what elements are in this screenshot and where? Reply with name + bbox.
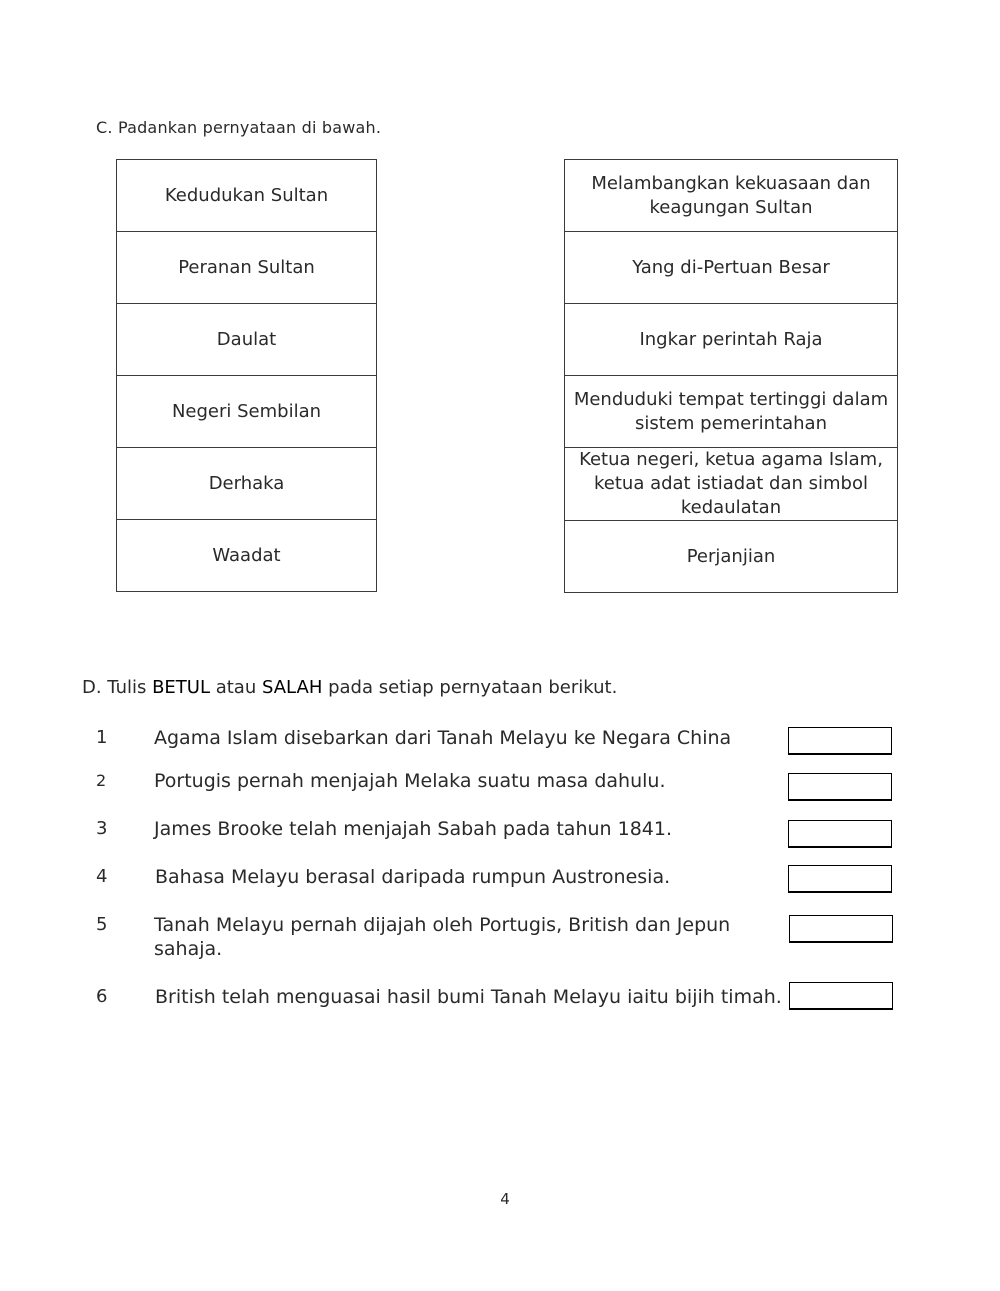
statement-text: James Brooke telah menjajah Sabah pada tahun 1841. — [154, 818, 673, 840]
keyword-salah: SALAH — [261, 677, 323, 698]
page-number: 4 — [500, 1190, 510, 1208]
answer-box-3[interactable] — [788, 820, 892, 848]
right-item[interactable]: Menduduki tempat tertinggi dalam sistem pemerintahan — [565, 376, 898, 448]
section-d-title-prefix: D. Tulis — [82, 677, 153, 698]
statement-number: 1 — [96, 727, 108, 748]
answer-box-1[interactable] — [788, 727, 892, 755]
right-item[interactable]: Ingkar perintah Raja — [565, 304, 898, 376]
left-item[interactable]: Daulat — [117, 304, 377, 376]
answer-box-2[interactable] — [788, 773, 892, 801]
statement-text: Portugis pernah menjajah Melaka suatu masa dahulu. — [154, 770, 666, 792]
statement-number: 2 — [96, 771, 107, 790]
left-item[interactable]: Waadat — [117, 520, 377, 592]
left-item[interactable]: Kedudukan Sultan — [117, 160, 377, 232]
right-item[interactable]: Perjanjian — [565, 521, 898, 593]
answer-box-4[interactable] — [788, 865, 892, 893]
statement-number: 4 — [96, 866, 108, 887]
right-item[interactable]: Melambangkan kekuasaan dan keagungan Sultan — [565, 160, 898, 232]
statement-number: 5 — [96, 914, 108, 935]
right-item[interactable]: Yang di-Pertuan Besar — [565, 232, 898, 304]
statement-text: British telah menguasai hasil bumi Tanah Melayu iaitu bijih timah. — [155, 986, 782, 1008]
section-c-title: C. Padankan pernyataan di bawah. — [96, 118, 382, 137]
right-match-column — [564, 159, 898, 593]
keyword-betul: BETUL — [152, 677, 210, 698]
left-match-column — [116, 159, 377, 592]
section-d-title-middle: atau — [210, 677, 262, 698]
left-item[interactable]: Negeri Sembilan — [117, 376, 377, 448]
statement-text: Bahasa Melayu berasal daripada rumpun Austronesia. — [155, 866, 671, 888]
left-item[interactable]: Derhaka — [117, 448, 377, 520]
statement-text: Agama Islam disebarkan dari Tanah Melayu ke Negara China — [154, 727, 732, 749]
statement-text: Tanah Melayu pernah dijajah oleh Portugis, British dan Jepun sahaja. — [154, 914, 731, 960]
section-d-title — [82, 677, 617, 698]
left-item[interactable]: Peranan Sultan — [117, 232, 377, 304]
section-d-title-suffix: pada setiap pernyataan berikut. — [322, 677, 618, 698]
statement-number: 3 — [96, 818, 108, 839]
answer-box-5[interactable] — [789, 915, 893, 943]
right-item[interactable]: Ketua negeri, ketua agama Islam, ketua adat istiadat dan simbol kedaulatan — [565, 448, 898, 521]
statement-number: 6 — [96, 986, 108, 1007]
answer-box-6[interactable] — [789, 982, 893, 1010]
